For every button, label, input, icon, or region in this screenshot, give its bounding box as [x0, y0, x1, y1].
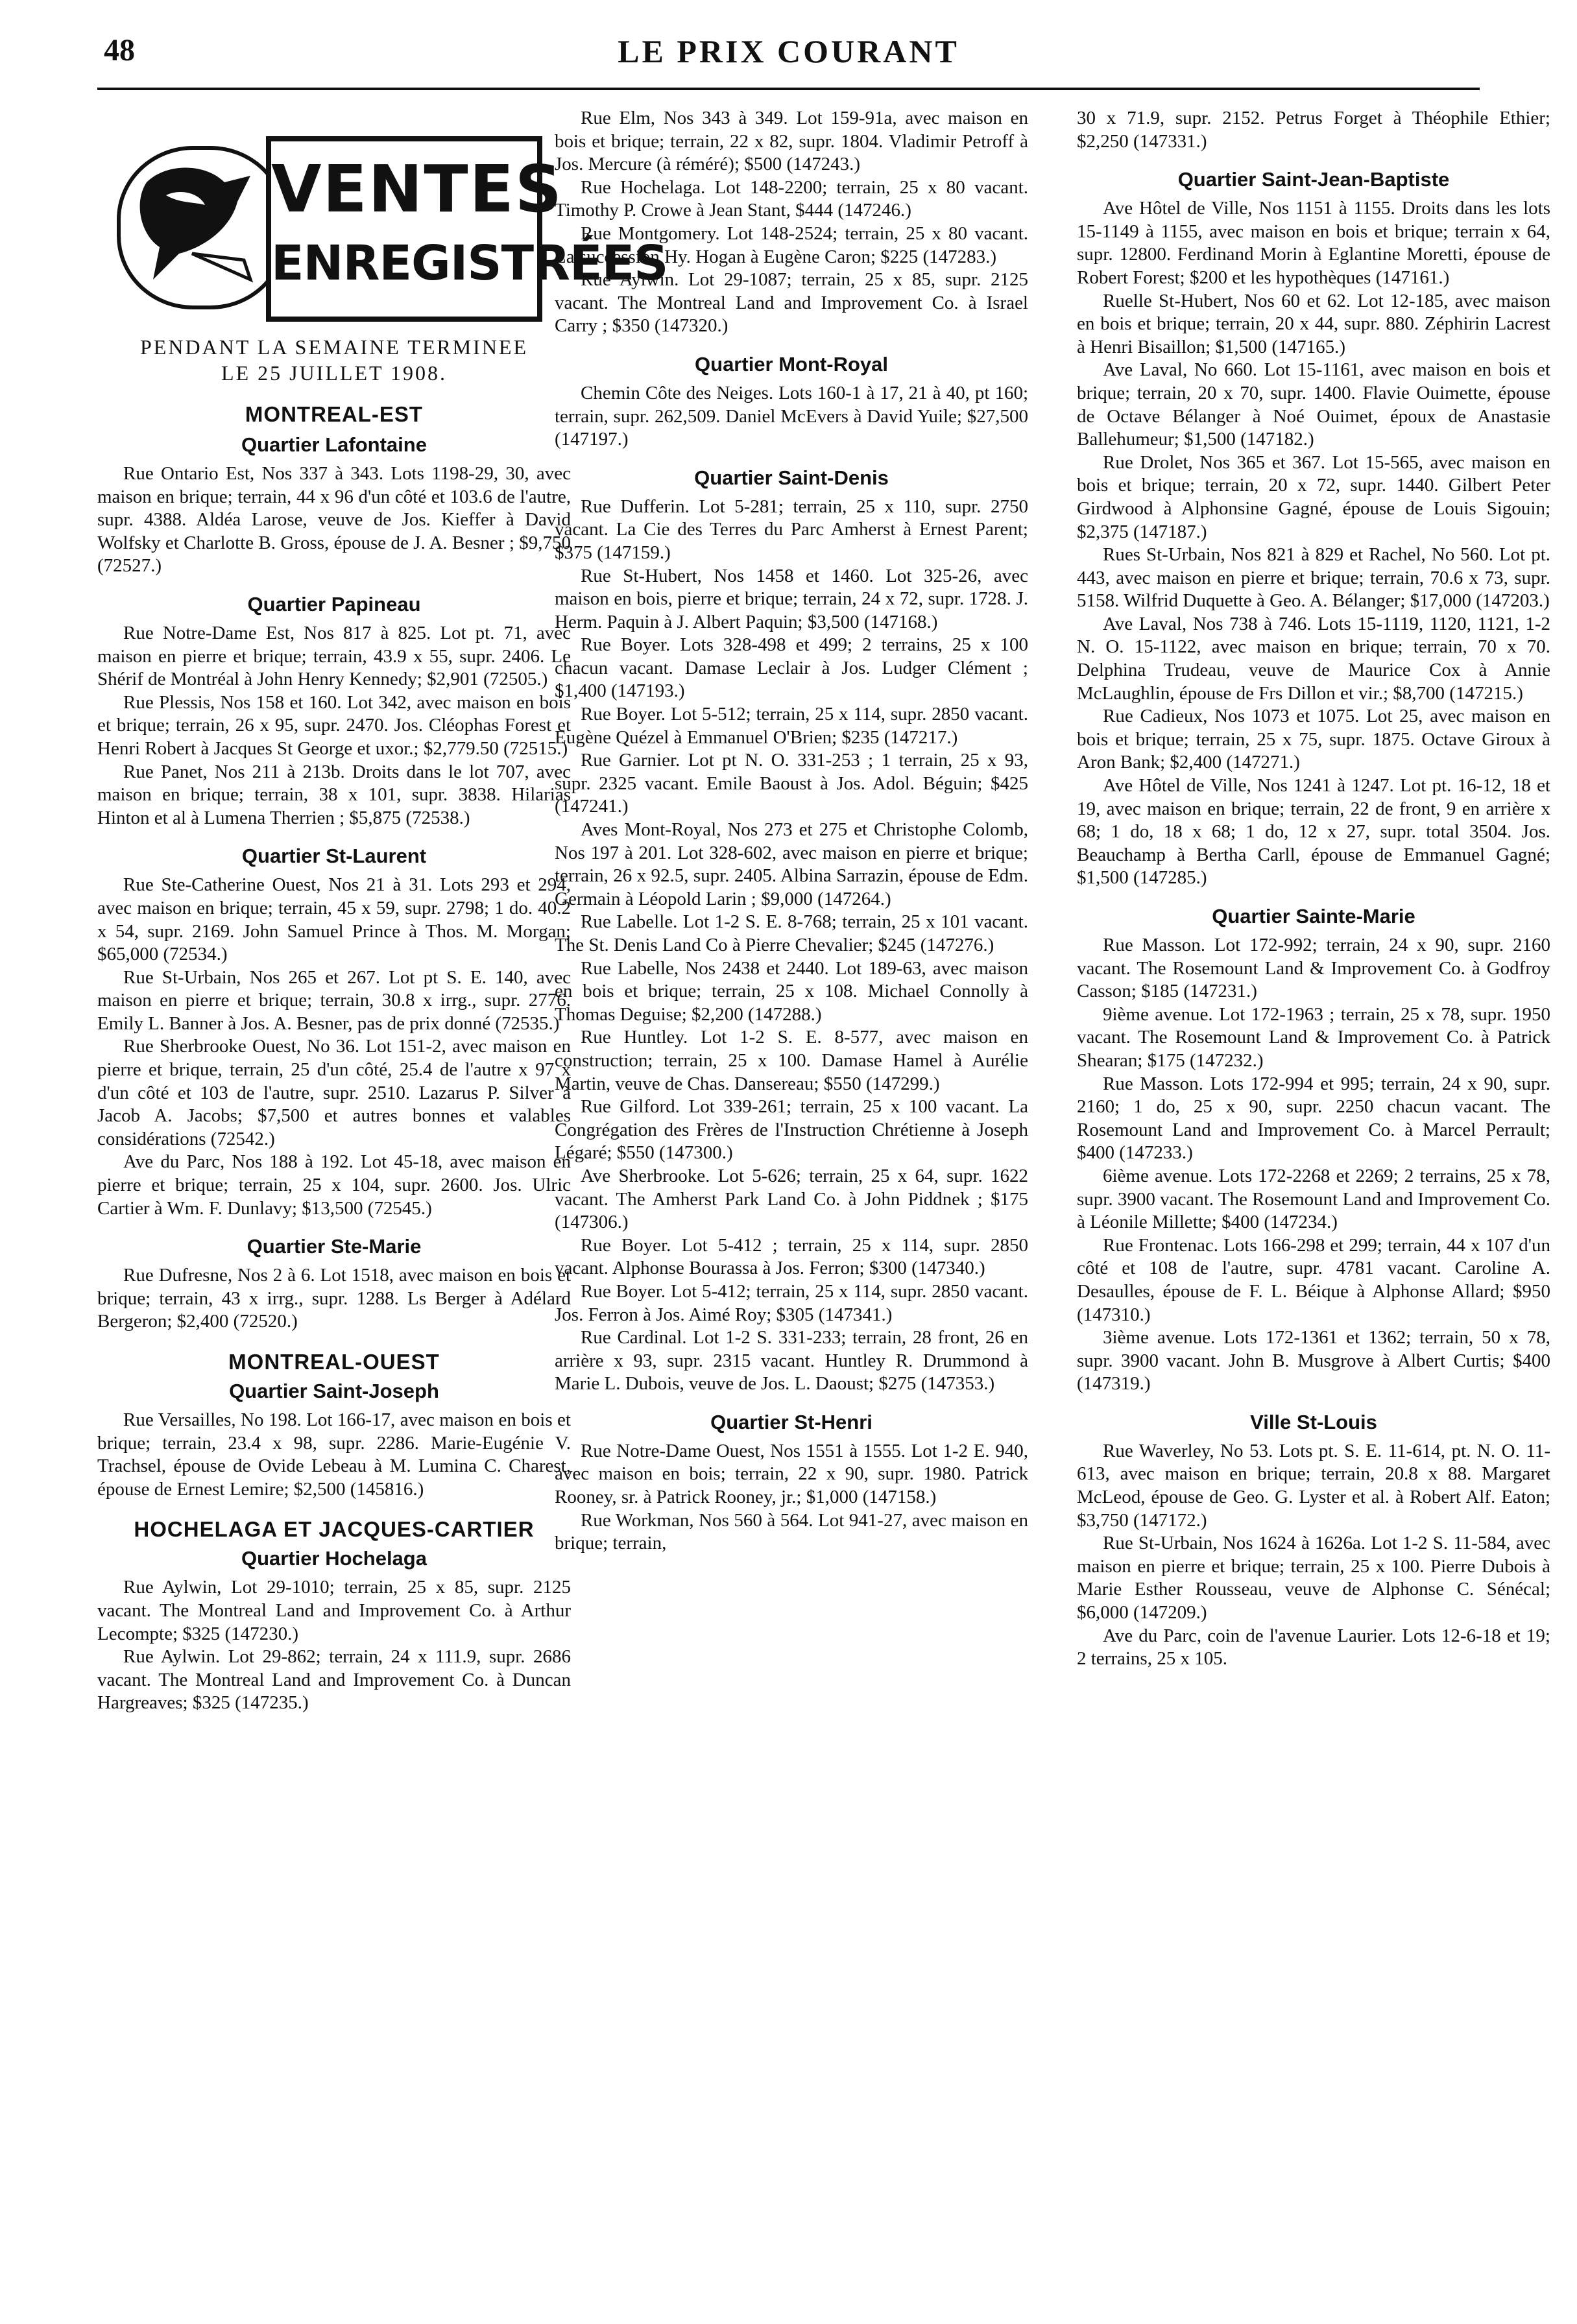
sale-entry: Ave Laval, Nos 738 à 746. Lots 15-1119, 1120, 1121, 1-2 N. O. 15-1122, avec maison en brique; terrain, 70 x 70. Delphina Trudeau, veuve de Maurice Cox à Annie McLaughlin, épouse de Frs Dillon et vir.; $8,700 (147215.)	[1077, 613, 1550, 704]
sale-entry: Rue Ontario Est, Nos 337 à 343. Lots 1198-29, 30, avec maison en brique; terrain, 44 x 96 d'un côté et 103.6 de l'autre, supr. 4388. Aldéa Larose, veuve de Jos. Kieffer à David Wolfsky et Charlotte B. Gross, épouse de J. A. Besner ; $9,750 (72527.)	[97, 463, 571, 577]
area-heading: MONTREAL-EST	[245, 402, 424, 426]
column-1	[97, 107, 668, 1715]
area-heading: MONTREAL-OUEST	[228, 1350, 440, 1374]
sale-entry: Rue Workman, Nos 560 à 564. Lot 941-27, avec maison en brique; terrain,	[555, 1509, 1028, 1554]
sale-entry: Rue Plessis, Nos 158 et 160. Lot 342, avec maison en bois et brique; terrain, 26 x 95, supr. 2470. Jos. Cléophas Forest et Henri Robert à Jacques St George et uxor.; $2,779.50 (72515.)	[97, 691, 571, 759]
quartier-heading: Quartier Ste-Marie	[247, 1235, 422, 1258]
sale-entry: Rue Sherbrooke Ouest, No 36. Lot 151-2, avec maison en pierre et brique, terrain, 25 d'un côté, 25.4 de l'autre x 97 x d'un côté et 103 de l'autre, supr. 2510. Lazarus P. Silver à Jacob A. Jacobs; $7,500 et autres bonnes et valables considérations (72542.)	[97, 1036, 571, 1149]
quill-bird-icon	[117, 146, 287, 309]
sale-entry: Rue Boyer. Lots 328-498 et 499; 2 terrains, 25 x 100 chacun vacant. Damase Leclair à Jos. Ludger Clément ; $1,400 (147193.)	[555, 634, 1028, 702]
page-number: 48	[104, 33, 135, 67]
quartier-heading: Quartier Papineau	[247, 592, 421, 616]
page-header	[0, 0, 1577, 97]
quartier-heading: Quartier Saint-Joseph	[229, 1380, 439, 1402]
week-line-2: LE 25 JUILLET 1908.	[221, 361, 447, 385]
quartier-heading: Quartier St-Laurent	[241, 845, 427, 868]
sale-entry: Rue Boyer. Lot 5-512; terrain, 25 x 114, supr. 2850 vacant. Eugène Quézel à Emmanuel O'Brien; $235 (147217.)	[555, 704, 1028, 748]
sale-entry: Rue Masson. Lot 172-992; terrain, 24 x 90, supr. 2160 vacant. The Rosemount Land & Improvement Co. à Godfroy Casson; $185 (147231.)	[1077, 935, 1550, 1002]
sale-entry: Rue St-Urbain, Nos 1624 à 1626a. Lot 1-2 S. 11-584, avec maison en pierre et brique; terrain, 25 x 100. Pierre Dubois à Marie Esther Rousseau, veuve de Alphonse C. Sénécal; $6,000 (147209.)	[1077, 1533, 1550, 1623]
sale-entry: Rue Aylwin. Lot 29-862; terrain, 24 x 111.9, supr. 2686 vacant. The Montreal Land and Improvement Co. à Duncan Hargreaves; $325 (147235.)	[97, 1646, 571, 1714]
quartier-heading: Quartier Mont-Royal	[695, 352, 888, 376]
sale-entry: Rue Huntley. Lot 1-2 S. E. 8-577, avec maison en construction; terrain, 25 x 100. Damase Hamel à Aurélie Martin, veuve de Chas. Dansereau; $550 (147299.)	[555, 1027, 1028, 1094]
sale-entry: Rue Montgomery. Lot 148-2524; terrain, 25 x 80 vacant. La succession Hy. Hogan à Eugène Caron; $225 (147283.)	[555, 222, 1028, 267]
sale-entry: Rue Boyer. Lot 5-412 ; terrain, 25 x 114, supr. 2850 vacant. Alphonse Bourassa à Jos. Ferron; $300 (147340.)	[555, 1234, 1028, 1279]
sale-entry: Rue Cardinal. Lot 1-2 S. 331-233; terrain, 28 front, 26 en arrière x 93, supr. 2315 vacant. Huntley R. Drummond à Marie L. Dubois, veuve de Jos. L. Daoust; $275 (147353.)	[555, 1327, 1028, 1395]
sale-entry: 3ième avenue. Lots 172-1361 et 1362; terrain, 50 x 78, supr. 3900 vacant. John B. Musgrove à Albert Curtis; $400 (147319.)	[1077, 1327, 1550, 1395]
sale-entry: Rue Hochelaga. Lot 148-2200; terrain, 25 x 80 vacant. Timothy P. Crowe à Jean Stant, $444 (147246.)	[555, 176, 1028, 221]
sale-entry: Rue Cadieux, Nos 1073 et 1075. Lot 25, avec maison en bois et brique; terrain, 25 x 75, supr. 1875. Octave Giroux à Aron Bank; $2,400 (147271.)	[1077, 706, 1550, 773]
sale-entry: Rue Garnier. Lot pt N. O. 331-253 ; 1 terrain, 25 x 93, supr. 2325 vacant. Emile Baoust à Jos. Adol. Béguin; $425 (147241.)	[555, 750, 1028, 817]
quartier-heading: Quartier Saint-Denis	[694, 466, 889, 489]
ventes-enregistrees-logo	[117, 126, 668, 321]
column-3	[1077, 107, 1550, 1671]
sale-entry: 30 x 71.9, supr. 2152. Petrus Forget à Théophile Ethier; $2,250 (147331.)	[1077, 108, 1550, 152]
quartier-heading: Quartier Saint-Jean-Baptiste	[1177, 168, 1450, 191]
sale-entry: Rue Labelle, Nos 2438 et 2440. Lot 189-63, avec maison en bois et brique; terrain, 25 x 108. Michael Connolly à Thomas Deguise; $2,200 (147288.)	[555, 957, 1028, 1025]
sale-entry: Chemin Côte des Neiges. Lots 160-1 à 17, 21 à 40, pt 160; terrain, supr. 262,509. Daniel McEvers à David Yuile; $27,500 (147197.)	[555, 382, 1028, 450]
sale-entry: Rue Aylwin, Lot 29-1010; terrain, 25 x 85, supr. 2125 vacant. The Montreal Land and Improvement Co. à Arthur Lecompte; $325 (147230.)	[97, 1577, 571, 1644]
sale-entry: Rue Boyer. Lot 5-412; terrain, 25 x 114, supr. 2850 vacant. Jos. Ferron à Jos. Aimé Roy; $305 (147341.)	[555, 1280, 1028, 1325]
sale-entry: Ave du Parc, Nos 188 à 192. Lot 45-18, avec maison en pierre et brique; terrain, 25 x 104, supr. 2600. Jos. Ulric Cartier à Wm. F. Dunlavy; $13,500 (72545.)	[97, 1151, 571, 1219]
sale-entry: Rue Elm, Nos 343 à 349. Lot 159-91a, avec maison en bois et brique; terrain, 22 x 82, supr. 1804. Vladimir Petroff à Jos. Mercure (à réméré); $500 (147243.)	[555, 108, 1028, 175]
sale-entry: Rue Versailles, No 198. Lot 166-17, avec maison en bois et brique; terrain, 23.4 x 98, supr. 2286. Marie-Eugénie V. Trachsel, épouse de Ovide Lebeau à M. Lumina C. Charest, épouse de Ernest Lemire; $2,500 (145816.)	[97, 1409, 571, 1500]
week-line-1: PENDANT LA SEMAINE TERMINEE	[139, 335, 529, 359]
column-2	[555, 107, 1028, 1555]
sale-entry: Ruelle St-Hubert, Nos 60 et 62. Lot 12-185, avec maison en bois et brique; terrain, 20 x 44, supr. 880. Zéphirin Lacrest à Henri Bisaillon; $1,500 (147165.)	[1077, 290, 1550, 357]
sale-entry: 9ième avenue. Lot 172-1963 ; terrain, 25 x 78, supr. 1950 vacant. The Rosemount Land & Improvement Co. à Patrick Shearan; $175 (147232.)	[1077, 1003, 1550, 1071]
quartier-heading: Ville St-Louis	[1250, 1410, 1377, 1433]
sale-entry: Rue St-Urbain, Nos 265 et 267. Lot pt S. E. 140, avec maison en pierre et brique; terrain, 30.8 x irrg., supr. 2776. Emily L. Banner à Jos. A. Besner, pas de prix donné (72535.)	[97, 966, 571, 1034]
sale-entry: Rue Masson. Lots 172-994 et 995; terrain, 24 x 90, supr. 2160; 1 do, 25 x 90, supr. 2250 chacun vacant. The Rosemount Land and Improvement Co. à Marcel Perrault; $400 (147233.)	[1077, 1073, 1550, 1164]
sale-entry: Rue Aylwin. Lot 29-1087; terrain, 25 x 85, supr. 2125 vacant. The Montreal Land and Improvement Co. à Israel Carry ; $350 (147320.)	[555, 269, 1028, 337]
area-heading: HOCHELAGA ET JACQUES-CARTIER	[134, 1517, 535, 1542]
quartier-heading: Quartier St-Henri	[710, 1410, 873, 1433]
sale-entry: Ave Hôtel de Ville, Nos 1241 à 1247. Lot pt. 16-12, 18 et 19, avec maison en brique; terrain, 22 de front, 9 en arrière x 68; 1 do, 18 x 68; 1 do, 12 x 27, supr. total 3504. Jos. Beauchamp à Bertha Carll, épouse de Emmanuel Gagné; $1,500 (147285.)	[1077, 775, 1550, 889]
sale-entry: Rue Waverley, No 53. Lots pt. S. E. 11-614, pt. N. O. 11-613, avec maison en brique; terrain, 20.8 x 88. Margaret McLeod, épouse de Geo. G. Lyster et al. à Robert Alf. Eaton; $3,750 (147172.)	[1077, 1440, 1550, 1531]
sale-entry: Rue Dufresne, Nos 2 à 6. Lot 1518, avec maison en bois et brique; terrain, 43 x irrg., supr. 1288. Ls Berger à Adélard Bergeron; $2,400 (72520.)	[97, 1265, 571, 1332]
logo-title-line2: ENREGISTRÉES	[271, 235, 668, 291]
sale-entry: Rue Labelle. Lot 1-2 S. E. 8-768; terrain, 25 x 101 vacant. The St. Denis Land Co à Pierre Chevalier; $245 (147276.)	[555, 911, 1028, 955]
journal-title: LE PRIX COURANT	[618, 33, 959, 69]
sale-entry: Rue Dufferin. Lot 5-281; terrain, 25 x 110, supr. 2750 vacant. La Cie des Terres du Parc Amherst à Ernest Parent; $375 (147159.)	[555, 496, 1028, 563]
logo-text-box	[266, 136, 668, 322]
sale-entry: Rue Frontenac. Lots 166-298 et 299; terrain, 44 x 107 d'un côté et 108 de l'autre, supr. 4781 vacant. Caroline A. Desaulles, épouse de F. L. Béique à Alphonse Allard; $950 (147310.)	[1077, 1234, 1550, 1325]
sale-entry: Ave du Parc, coin de l'avenue Laurier. Lots 12-6-18 et 19; 2 terrains, 25 x 105.	[1077, 1625, 1550, 1670]
sale-entry: Rues St-Urbain, Nos 821 à 829 et Rachel, No 560. Lot pt. 443, avec maison en pierre et brique; terrain, 70.6 x 73, supr. 5158. Wilfrid Duquette à Geo. A. Bélanger; $17,000 (147203.)	[1077, 544, 1550, 612]
sale-entry: Ave Laval, No 660. Lot 15-1161, avec maison en bois et brique; terrain, 20 x 70, supr. 1400. Flavie Ouimette, épouse de Octave Bélanger à Noé Ouimet, époux de Anastasie Ballehumeur; $1,500 (147182.)	[1077, 359, 1550, 450]
logo-title-line1: VENTES	[271, 151, 563, 227]
sale-entry: Rue Drolet, Nos 365 et 367. Lot 15-565, avec maison en bois et brique; terrain, 20 x 72, supr. 1440. Gilbert Peter Girdwood à Alphonsine Gagné, épouse de Louis Sigouin; $2,375 (147187.)	[1077, 451, 1550, 542]
sale-entry: Rue Notre-Dame Est, Nos 817 à 825. Lot pt. 71, avec maison en pierre et brique; terrain, 43.9 x 55, supr. 2406. Le Shérif de Montréal à John Henry Kennedy; $2,901 (72505.)	[97, 622, 571, 690]
header-divider	[97, 88, 1480, 90]
sale-entry: Rue Gilford. Lot 339-261; terrain, 25 x 100 vacant. La Congrégation des Frères de l'Instruction Chrétienne à Joseph Légaré; $550 (147300.)	[555, 1096, 1028, 1164]
quartier-heading: Quartier Lafontaine	[241, 433, 427, 456]
sale-entry: Rue Ste-Catherine Ouest, Nos 21 à 31. Lots 293 et 294, avec maison en brique; terrain, 45 x 59, supr. 2798; 1 do. 40.2 x 54, supr. 2169. John Samuel Prince à Thos. M. Morgan; $65,000 (72534.)	[97, 874, 571, 965]
sale-entry: Ave Hôtel de Ville, Nos 1151 à 1155. Droits dans les lots 15-1149 à 1155, avec maison en bois et brique; terrain x 64, supr. 12800. Ferdinand Morin à Eglantine Moretti, épouse de Robert Forest; $200 et les hypothèques (147161.)	[1077, 198, 1550, 288]
sale-entry: Aves Mont-Royal, Nos 273 et 275 et Christophe Colomb, Nos 197 à 201. Lot 328-602, avec maison en pierre et brique; terrain, 26 x 92.5, supr. 2405. Albina Sarrazin, épouse de Edm. Germain à Léopold Larin ; $9,000 (147264.)	[555, 819, 1028, 909]
sale-entry: 6ième avenue. Lots 172-2268 et 2269; 2 terrains, 25 x 78, supr. 3900 vacant. The Rosemount Land and Improvement Co. à Léonile Millette; $400 (147234.)	[1077, 1165, 1550, 1233]
sale-entry: Rue St-Hubert, Nos 1458 et 1460. Lot 325-26, avec maison en bois, pierre et brique; terrain, 24 x 72, supr. 1728. J. Herm. Paquin à J. Albert Paquin; $3,500 (147168.)	[555, 565, 1028, 632]
quartier-heading: Quartier Hochelaga	[241, 1547, 427, 1570]
sale-entry: Rue Panet, Nos 211 à 213b. Droits dans le lot 707, avec maison en brique; terrain, 38 x 101, supr. 3838. Hilarias Hinton et al à Lumena Therrien ; $5,875 (72538.)	[97, 761, 571, 828]
sale-entry: Ave Sherbrooke. Lot 5-626; terrain, 25 x 64, supr. 1622 vacant. The Amherst Park Land Co. à John Piddnek ; $175 (147306.)	[555, 1165, 1028, 1233]
quartier-heading: Quartier Sainte-Marie	[1212, 905, 1415, 928]
sale-entry: Rue Notre-Dame Ouest, Nos 1551 à 1555. Lot 1-2 E. 940, avec maison en bois; terrain, 22 x 90, supr. 1980. Patrick Rooney, sr. à Patrick Rooney, jr.; $1,000 (147158.)	[555, 1440, 1028, 1508]
